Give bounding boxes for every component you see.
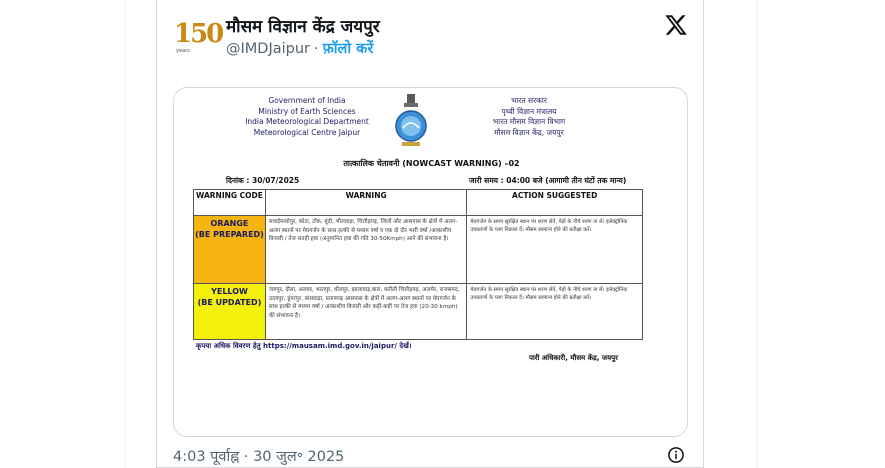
follow-button[interactable]: फ़ॉलो करें [322, 41, 374, 57]
avatar[interactable] [174, 18, 223, 54]
document-title: तात्कालिक चेतावनी (NOWCAST WARNING) –02 [343, 159, 520, 168]
code-label: ORANGE [210, 219, 249, 228]
x-logo-icon[interactable] [663, 13, 689, 37]
action-text: मेघगर्जन के समय सुरक्षित स्थान पर शरण लेवें, पेड़ों के नीचे शरण ना लें। इलेक्ट्रॉनिक उपकरणों के प्लग निकाल दें। मौसम सामान्य होने की प्रतीक्षा करें। [467, 284, 643, 340]
footer-note: कृपया अधिक विवरण हेतु https://mausam.imd.gov.in/jaipur/ देखें। [196, 342, 412, 350]
warning-code-orange [194, 216, 266, 284]
action-text: मेघगर्जन के समय सुरक्षित स्थान पर शरण लेवें, पेड़ों के नीचे शरण ना लें। इलेक्ट्रॉनिक उपकरणों के प्लग निकाल दें। मौसम सामान्य होने की प्रतीक्षा करें। [467, 216, 643, 284]
hindi-header-line: भारत सरकार [511, 96, 547, 105]
table-row [194, 216, 643, 284]
handle-row [226, 38, 373, 58]
table-row [194, 284, 643, 340]
code-sub: (BE UPDATED) [197, 298, 262, 307]
table-header-row [194, 190, 643, 216]
date-label: दिनांक : 30/07/2025 [226, 176, 300, 185]
english-header-line: Government of India [268, 96, 346, 105]
account-handle[interactable]: @IMDJaipur [226, 41, 310, 57]
state-emblem-icon [392, 92, 430, 148]
tweet-image[interactable] [173, 87, 688, 437]
tweet-header [174, 14, 694, 60]
english-header-line: Ministry of Earth Sciences [258, 106, 356, 116]
hindi-header [454, 96, 604, 138]
column-divider-right [757, 0, 758, 468]
code-sub: (BE PREPARED) [195, 230, 264, 239]
separator-dot: · [314, 41, 319, 57]
nowcast-document [174, 88, 688, 437]
display-name[interactable]: मौसम विज्ञान केंद्र जयपुर [226, 17, 380, 37]
issue-time: जारी समय : 04:00 बजे (आगामी तीन घंटों तक मान्य) [469, 176, 627, 185]
hindi-header-line: भारत मौसम विज्ञान विभाग [492, 117, 566, 126]
warning-text: जयपुर, दौसा, अलवर, भरतपुर, धौलपुर, झालावाड़,बारां, करौली चित्तौड़गढ़, अजमेर, राजसमंद, उदयपुर, डूंगरपुर, बांसवाड़ा, प्रतापगढ़ आसपास के क्षेत्रों में अलग-अलग स्थानों पर मेघगर्जन के साथ हल्की से मध्यम वर्षा / आकाशीय बिजली और कहीं-कहीं पर तेज हवा (20-30 kmph) की संभावना है। [265, 284, 466, 340]
tweet-timestamp[interactable]: 4:03 पूर्वाह्न · 30 जुल॰ 2025 [173, 449, 345, 465]
signature: पारी अधिकारी, मौसम केंद्र, जयपुर [529, 354, 618, 362]
column-header: ACTION SUGGESTED [467, 190, 643, 216]
english-header-line: India Meteorological Department [245, 117, 369, 126]
column-header: WARNING [265, 190, 466, 216]
column-header: WARNING CODE [194, 190, 266, 216]
logo-number: 150 [174, 19, 223, 49]
warning-code-yellow [194, 284, 266, 340]
hindi-header-line: मौसम विज्ञान केंद्र, जयपुर [494, 127, 564, 137]
hindi-header-line: पृथ्वी विज्ञान मंत्रालय [501, 106, 557, 116]
code-label: YELLOW [211, 287, 248, 296]
english-header-line: Meteorological Centre Jaipur [253, 127, 361, 137]
warning-table [193, 189, 643, 340]
info-icon[interactable] [667, 446, 685, 464]
warning-text: सवाईमाधोपुर, कोटा, टोंक, बूंदी, भीलवाड़ा, चित्तौड़गढ़, जिलों और आसपास के क्षेत्रों में अलग-अलग स्थानों पर मेघगर्जन के साथ हल्की से मध्यम वर्षा व एक दो दौर भारी वर्षा /आकाशीय बिजली / तेज सतही हवा (अनुमानित हवा की गति 30-50Kmph) आने की संभावना है। [265, 216, 466, 284]
column-divider-left [124, 0, 125, 468]
logo-tagline: years [176, 48, 190, 54]
english-header [232, 96, 382, 138]
